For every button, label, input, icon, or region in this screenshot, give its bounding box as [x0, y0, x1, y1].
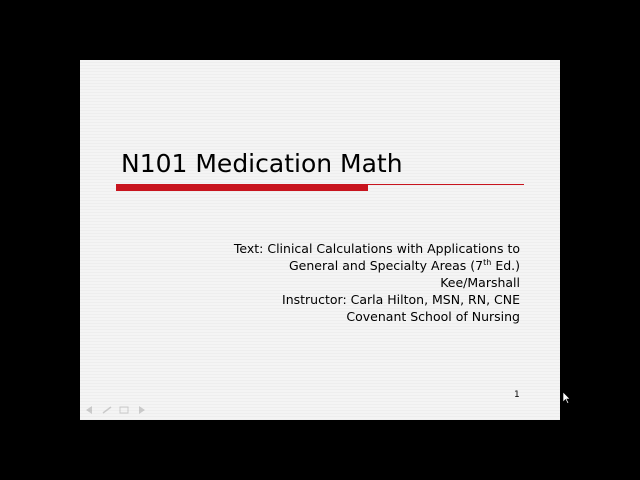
arrow-pointer-icon [563, 389, 571, 401]
edition-suffix: Ed.) [491, 258, 520, 273]
textbook-line: Text: Clinical Calculations with Applications to [233, 241, 520, 256]
textbook-edition-line [234, 257, 520, 274]
school-line: Covenant School of Nursing [346, 309, 520, 324]
instructor-line: Instructor: Carla Hilton, MSN, RN, CNE [282, 292, 520, 307]
pen-icon[interactable] [101, 406, 113, 414]
slideshow-controls [84, 406, 147, 414]
next-slide-icon[interactable] [135, 406, 147, 414]
authors-line: Kee/Marshall [440, 275, 520, 290]
course-info [234, 240, 520, 325]
slide-menu-icon[interactable] [118, 406, 130, 414]
edition-superscript: th [483, 257, 492, 267]
previous-slide-icon[interactable] [84, 406, 96, 414]
slide-title: N101 Medication Math [121, 149, 403, 178]
presentation-slide [80, 60, 560, 420]
edition-prefix: General and Specialty Areas (7 [289, 258, 484, 273]
slide-page-number: 1 [514, 390, 520, 400]
title-underline-bar [116, 185, 368, 191]
